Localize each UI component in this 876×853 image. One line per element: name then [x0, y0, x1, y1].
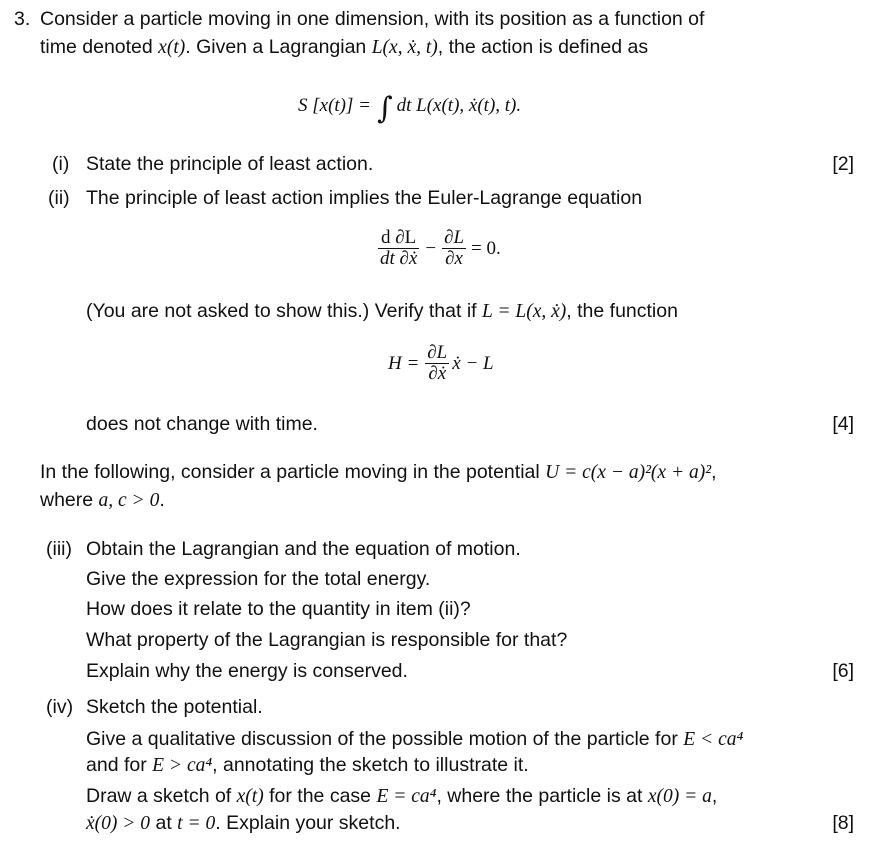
part-i-text: State the principle of least action.: [86, 153, 374, 175]
part-iv-line-2: Give a qualitative discussion of the possible motion of the particle for E < ca⁴: [86, 728, 744, 750]
h-fraction: $\frac{\partial L}{\text{∂ẋ}}$: [427, 342, 448, 384]
verify-line: (You are not asked to show this.) Verify that if L = L(x, ẋ), the function: [86, 300, 678, 322]
integral-sign: ∫: [376, 91, 393, 126]
part-iii-marks: [6]: [832, 660, 854, 682]
part-i-marks: [2]: [832, 153, 854, 175]
part-iv-label: (iv): [46, 696, 74, 718]
part-iv-marks: [8]: [832, 812, 854, 834]
part-iii-line-5: Explain why the energy is conserved.: [86, 660, 408, 682]
part-iv-line-4: Draw a sketch of x(t) for the case E = ca⁴, where the particle is at x(0) = a,: [86, 785, 718, 807]
part-iii-line-4: What property of the Lagrangian is responsible for that?: [86, 629, 568, 651]
intro-line-1: Consider a particle moving in one dimension, with its position as a function of: [40, 8, 705, 30]
potential-line-1: In the following, consider a particle moving in the potential U = c(x − a)²(x + a)²,: [40, 461, 717, 483]
part-ii-conclusion: does not change with time.: [86, 413, 318, 435]
part-iii-label: (iii): [46, 538, 72, 560]
el-fraction-2: $\frac{\partial L}{\partial x}$: [444, 227, 465, 269]
part-ii-label: (ii): [48, 187, 70, 209]
part-iv-line-5: ẋ(0) > 0 at t = 0. Explain your sketch.: [86, 812, 401, 834]
potential-line-2: where a, c > 0.: [40, 489, 165, 511]
part-iii-line-3: How does it relate to the quantity in item (ii)?: [86, 598, 471, 620]
question-number: 3.: [14, 8, 31, 30]
euler-lagrange-equation: $\frac{d \partial L}{\text{dt ∂ẋ}}$ − $\frac{\partial L}{\partial x}$ = 0.: [380, 227, 501, 269]
part-ii-marks: [4]: [832, 413, 854, 435]
part-iii-line-2: Give the expression for the total energy.: [86, 568, 431, 590]
hamiltonian-equation: H = $\frac{\partial L}{\text{∂ẋ}}$ ẋ − L: [388, 342, 494, 384]
part-i-label: (i): [52, 153, 70, 175]
el-fraction-1: $\frac{d \partial L}{\text{dt ∂ẋ}}$: [380, 227, 418, 269]
part-ii-text: The principle of least action implies the Euler-Lagrange equation: [86, 187, 643, 209]
intro-line-2: time denoted x(t). Given a Lagrangian L(x, ẋ, t), the action is defined as: [40, 36, 649, 58]
action-equation: S [x(t)] = ∫ dt L(x(t), ẋ(t), t).: [298, 91, 522, 126]
part-iv-line-1: Sketch the potential.: [86, 696, 263, 718]
part-iv-line-3: and for E > ca⁴, annotating the sketch to illustrate it.: [86, 754, 529, 776]
part-iii-line-1: Obtain the Lagrangian and the equation of motion.: [86, 538, 521, 560]
